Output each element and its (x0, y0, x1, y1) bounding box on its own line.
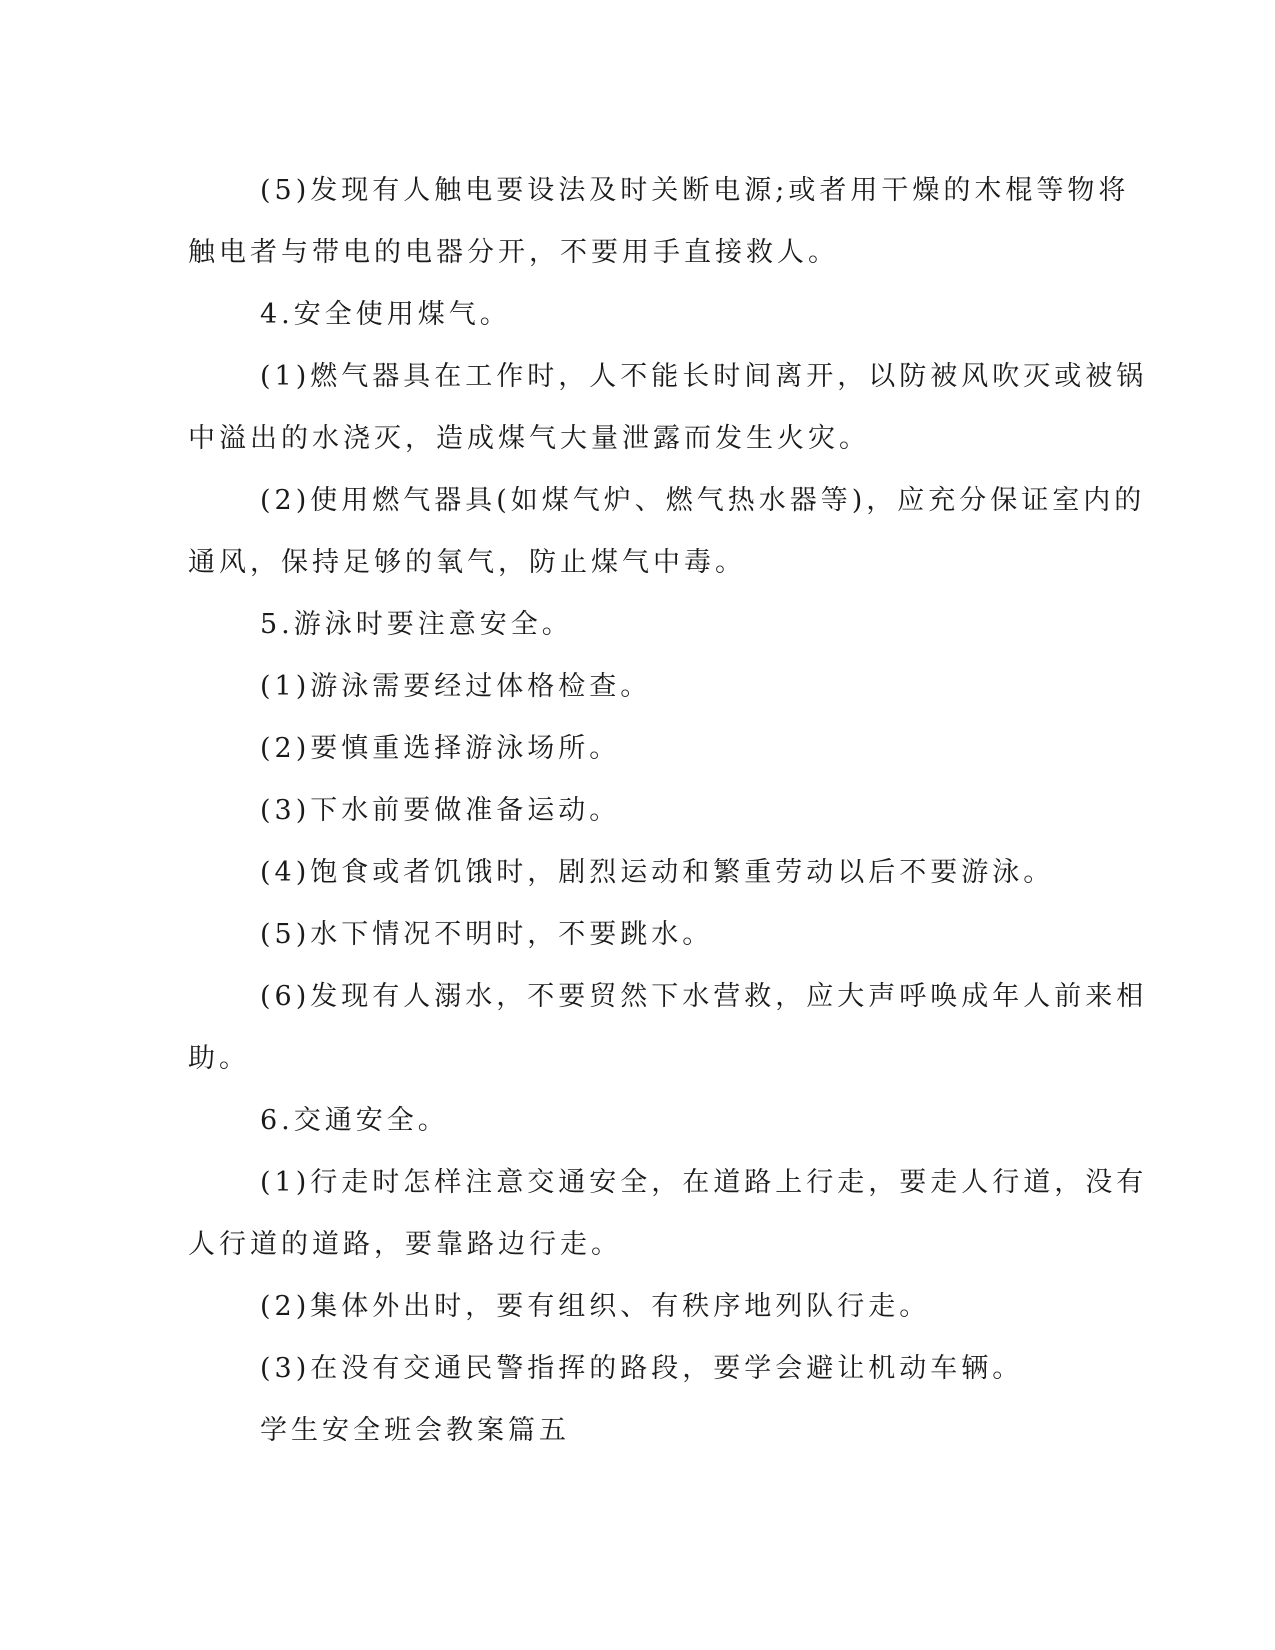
text-line: (1)燃气器具在工作时，人不能长时间离开，以防被风吹灭或被锅 (260, 361, 1148, 392)
text-line: 触电者与带电的电器分开，不要用手直接救人。 (188, 237, 839, 268)
text-line: 中溢出的水浇灭，造成煤气大量泄露而发生火灾。 (188, 423, 870, 454)
document-body (188, 160, 1148, 1462)
paragraph-traffic-1 (188, 1152, 1148, 1276)
paragraph-traffic-2 (188, 1276, 1080, 1338)
paragraph-swim-5 (188, 904, 1080, 966)
paragraph-gas-2 (188, 470, 1146, 594)
paragraph-swim-4 (188, 842, 1080, 904)
paragraph-swim-6 (188, 966, 1148, 1090)
text-line: 6.交通安全。 (260, 1105, 449, 1136)
text-line: (6)发现有人溺水，不要贸然下水营救，应大声呼唤成年人前来相 (260, 981, 1148, 1012)
paragraph-traffic-3 (188, 1338, 1080, 1400)
text-line: 助。 (188, 1043, 250, 1074)
text-line: 4.安全使用煤气。 (260, 299, 511, 330)
text-line: (5)发现有人触电要设法及时关断电源;或者用干燥的木棍等物将 (260, 175, 1130, 206)
text-line: (2)要慎重选择游泳场所。 (260, 733, 621, 764)
text-line: 人行道的道路，要靠路边行走。 (188, 1229, 622, 1260)
text-line: (1)游泳需要经过体格检查。 (260, 671, 652, 702)
paragraph-electric-shock-5 (188, 160, 1130, 284)
paragraph-swim-1 (188, 656, 1080, 718)
heading-swimming-safety (188, 594, 1080, 656)
paragraph-swim-2 (188, 718, 1080, 780)
text-line: (3)在没有交通民警指挥的路段，要学会避让机动车辆。 (260, 1353, 1024, 1384)
text-line: 学生安全班会教案篇五 (260, 1415, 570, 1446)
paragraph-swim-3 (188, 780, 1080, 842)
text-line: (2)集体外出时，要有组织、有秩序地列队行走。 (260, 1291, 931, 1322)
text-line: 5.游泳时要注意安全。 (260, 609, 573, 640)
text-line: 通风，保持足够的氧气，防止煤气中毒。 (188, 547, 746, 578)
section-title-lesson-five (188, 1400, 1080, 1462)
heading-gas-safety (188, 284, 1080, 346)
text-line: (3)下水前要做准备运动。 (260, 795, 621, 826)
heading-traffic-safety (188, 1090, 1080, 1152)
paragraph-gas-1 (188, 346, 1148, 470)
text-line: (1)行走时怎样注意交通安全，在道路上行走，要走人行道，没有 (260, 1167, 1148, 1198)
text-line: (2)使用燃气器具(如煤气炉、燃气热水器等)，应充分保证室内的 (260, 485, 1146, 516)
text-line: (4)饱食或者饥饿时，剧烈运动和繁重劳动以后不要游泳。 (260, 857, 1055, 888)
text-line: (5)水下情况不明时，不要跳水。 (260, 919, 714, 950)
